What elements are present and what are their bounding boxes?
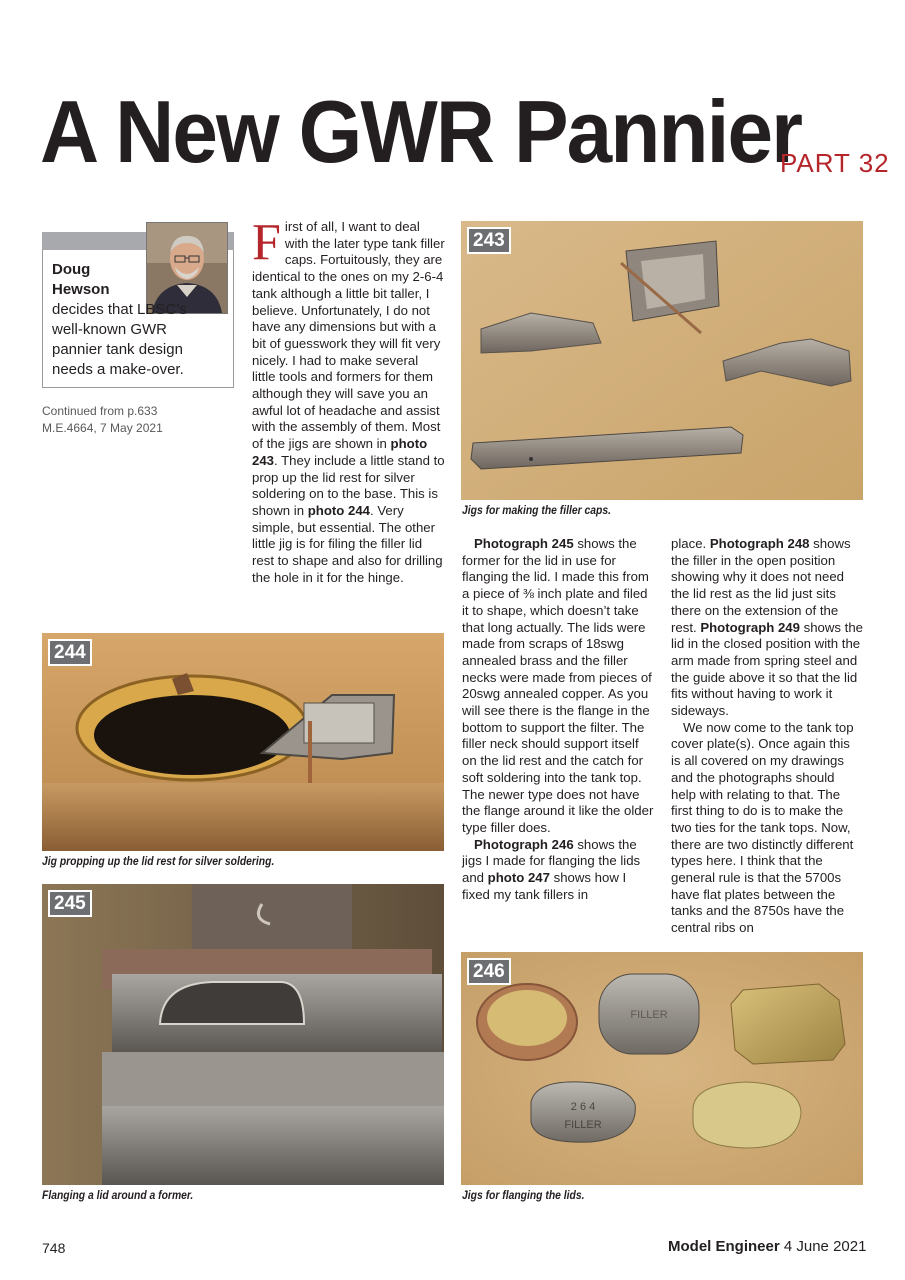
body-column-3 <box>671 536 863 937</box>
photo-number: 246 <box>467 958 511 985</box>
stamp-filler: FILLER <box>564 1119 602 1131</box>
issue-date: 4 June 2021 <box>783 1238 867 1255</box>
continued-line1: Continued from p.633 <box>42 404 158 418</box>
photo-ref: Photograph 246 <box>474 836 574 852</box>
stamp-264: 2 6 4 <box>570 1101 596 1113</box>
photo-number: 244 <box>48 639 92 666</box>
photo-243 <box>461 221 863 500</box>
body-text: We now come to the tank top cover plate(s). Once again this is all covered on my drawings and the photographs should help with relating to that. The first thing to do is to make the two ties for the tank tops. Now, there are two distinctly different types here. I think that the general rule is that the 5700s have flat plates between the tanks and the 8750s have the central ribs on <box>671 719 854 936</box>
intro-text: irst of all, I want to deal with the later type tank filler caps. Fortuitously, they are identical to the ones on my 2-6-4 tank although a little bit taller, I believe. Unfortunately, I do not have any dimensions but with a bit of guesswork they will fit very nicely. I had to make several little tools and formers for them although they will save you an awful lot of headache and assist with the assembly of them. Most of the jigs are shown in <box>252 219 445 452</box>
author-standfirst <box>52 260 232 380</box>
standfirst-text: decides that LBSC’s well-known GWR pannier tank design needs a make-over. <box>52 301 187 378</box>
article-title: A New GWR Pannier <box>40 82 802 181</box>
body-column-2 <box>462 536 654 903</box>
intro-column <box>252 214 445 586</box>
magazine-name: Model Engineer <box>668 1238 780 1255</box>
caption-246: Jigs for flanging the lids. <box>462 1190 585 1202</box>
intro-text: . They include a little stand to prop up the lid rest for silver soldering on to the base. This is shown in <box>252 452 445 518</box>
drop-cap: F <box>252 214 281 271</box>
photo-244 <box>42 633 444 851</box>
caption-244: Jig propping up the lid rest for silver soldering. <box>42 856 275 868</box>
photo-ref: photo 243 <box>252 436 428 468</box>
page-number: 748 <box>42 1240 66 1256</box>
stamp-filler-top: FILLER <box>630 1009 668 1021</box>
body-text: shows the filler in the open position showing why it does not need the lid rest as the lid just sits there on the extension of the rest. <box>671 536 851 635</box>
body-text: shows how I fixed my tank fillers in <box>462 870 627 902</box>
photo-ref: Photograph 249 <box>700 619 800 635</box>
body-text: shows the lid in the closed position with the arm made from spring steel and the guide above it so that the lid fits without having to work it sideways. <box>671 619 864 719</box>
continued-line2: M.E.4664, 7 May 2021 <box>42 421 163 435</box>
author-last-name: Hewson <box>52 281 110 298</box>
photo-number: 243 <box>467 227 511 254</box>
continued-note <box>42 403 163 437</box>
intro-text: . Very simple, but essential. The other little jig is for filing the filler lid rest to shape and also for drilling the hole in it for the hinge. <box>252 502 443 585</box>
caption-243: Jigs for making the filler caps. <box>462 505 611 517</box>
photo-246 <box>461 952 863 1185</box>
part-label: PART 32 <box>780 148 890 178</box>
author-first-name: Doug <box>52 261 91 278</box>
body-text: shows the former for the lid in use for flanging the lid. I made this from a piece of ⅜ inch plate and filed it to shape, which doesn’t take that long actually. The lids were made from scraps of 18swg annealed brass and the filler necks were made from pieces of 20swg annealed copper. As you will see there is the flange in the bottom to support the filter. The filler neck should support itself on the lid rest and the catch for soft soldering into the tank top. The newer type does not have the flange around it like the older type filler does. <box>462 536 654 835</box>
footer-issue <box>668 1238 866 1255</box>
photo-number: 245 <box>48 890 92 917</box>
photo-ref: photo 247 <box>487 870 550 886</box>
photo-ref: photo 244 <box>307 502 370 518</box>
photo-ref: Photograph 248 <box>709 536 810 551</box>
body-text: shows the jigs I made for flanging the lids and <box>462 836 641 886</box>
photo-245 <box>42 884 444 1185</box>
photo-ref: Photograph 245 <box>474 536 574 551</box>
body-text: place. <box>671 536 710 551</box>
caption-245: Flanging a lid around a former. <box>42 1190 194 1202</box>
